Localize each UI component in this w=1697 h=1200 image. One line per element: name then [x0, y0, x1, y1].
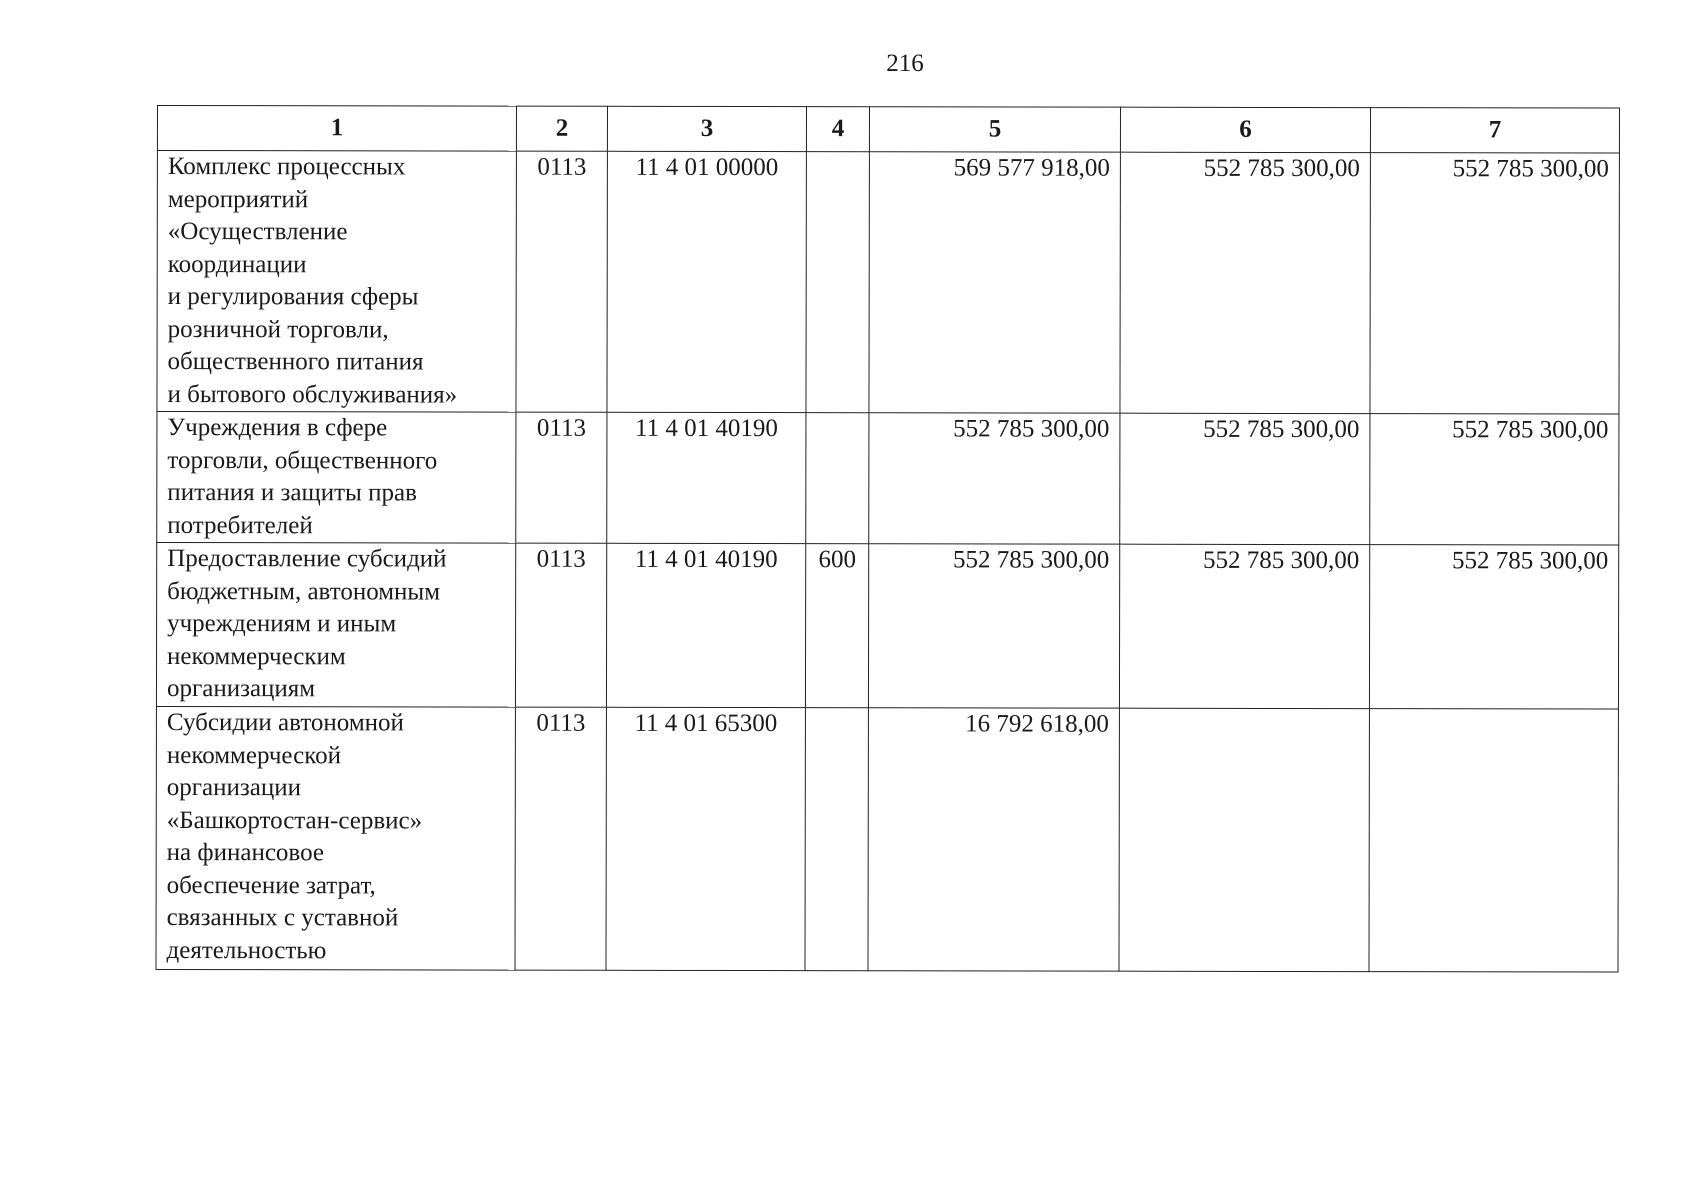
row-amount-1: 16 792 618,00 — [868, 708, 1119, 971]
row-amount-1: 552 785 300,00 — [868, 544, 1119, 708]
table-header — [157, 106, 1619, 154]
table-row — [157, 412, 1619, 546]
row-name — [156, 543, 515, 708]
row-target-code: 11 4 01 40190 — [606, 543, 805, 707]
row-amount-2: 552 785 300,00 — [1120, 413, 1370, 544]
row-section-code: 0113 — [515, 543, 606, 707]
row-name-line: некоммерческой — [166, 741, 342, 769]
row-amount-3: 552 785 300,00 — [1369, 545, 1618, 709]
table-row — [156, 543, 1618, 710]
row-name-line: бюджетным, автономным — [167, 577, 441, 605]
column-header-4: 4 — [806, 107, 869, 152]
row-amount-2 — [1119, 708, 1369, 971]
row-name-line: потребителей — [167, 511, 313, 539]
row-name-line: мероприятий — [167, 185, 309, 213]
row-target-code: 11 4 01 65300 — [606, 707, 805, 970]
row-target-code: 11 4 01 40190 — [607, 412, 806, 543]
row-section-code: 0113 — [516, 412, 607, 543]
header-row — [157, 106, 1619, 154]
table-row — [157, 151, 1619, 415]
row-section-code: 0113 — [515, 707, 606, 970]
row-name-line: некоммерческим — [167, 642, 346, 670]
row-name-line: на финансовое — [166, 839, 325, 867]
row-name-line: общественного питания — [167, 348, 424, 376]
row-name-line: связанных с уставной — [166, 904, 399, 932]
table-row — [156, 706, 1618, 972]
column-header-6: 6 — [1120, 107, 1370, 152]
row-name-line: организации — [166, 774, 302, 802]
column-header-5: 5 — [869, 107, 1120, 152]
row-name-line: питания и защиты прав — [167, 479, 417, 507]
row-type-code: 600 — [805, 544, 868, 708]
row-name-line: и регулирования сферы — [167, 283, 419, 311]
row-name — [157, 412, 516, 544]
row-amount-2: 552 785 300,00 — [1120, 152, 1370, 413]
row-amount-3: 552 785 300,00 — [1370, 414, 1619, 545]
table-body — [156, 151, 1619, 973]
row-name-line: «Осуществление — [167, 218, 348, 246]
row-target-code: 11 4 01 00000 — [607, 151, 806, 412]
row-name-line: розничной торговли, — [167, 315, 389, 343]
row-name-line: «Башкортостан-сервис» — [166, 806, 423, 834]
row-name-line: организациям — [166, 675, 316, 703]
row-name-line: деятельностью — [166, 936, 327, 964]
row-amount-1: 569 577 918,00 — [869, 152, 1120, 413]
row-amount-3 — [1369, 709, 1618, 972]
row-name-line: торговли, общественного — [167, 446, 438, 474]
page-number: 216 — [886, 50, 924, 77]
budget-table — [155, 105, 1620, 973]
column-header-1: 1 — [157, 106, 516, 152]
row-name-line: обеспечение затрат, — [166, 871, 376, 899]
row-name — [157, 151, 516, 413]
row-amount-1: 552 785 300,00 — [869, 413, 1120, 544]
row-name-line: Субсидии автономной — [166, 709, 404, 737]
row-type-code — [806, 413, 869, 544]
row-type-code — [805, 708, 868, 971]
row-name-line: координации — [167, 250, 307, 278]
row-amount-2: 552 785 300,00 — [1119, 544, 1369, 708]
column-header-7: 7 — [1370, 108, 1619, 153]
row-name-line: и бытового обслуживания» — [167, 380, 458, 409]
row-name — [156, 706, 515, 970]
row-name-line: Комплекс процессных — [167, 153, 406, 181]
row-section-code: 0113 — [516, 151, 607, 412]
column-header-2: 2 — [516, 106, 607, 151]
row-type-code — [806, 152, 869, 413]
row-name-line: Предоставление субсидий — [167, 545, 447, 573]
row-name-line: учреждениям и иным — [167, 610, 397, 638]
column-header-3: 3 — [607, 106, 806, 151]
row-amount-3: 552 785 300,00 — [1370, 153, 1619, 414]
row-name-line: Учреждения в сфере — [167, 414, 388, 442]
